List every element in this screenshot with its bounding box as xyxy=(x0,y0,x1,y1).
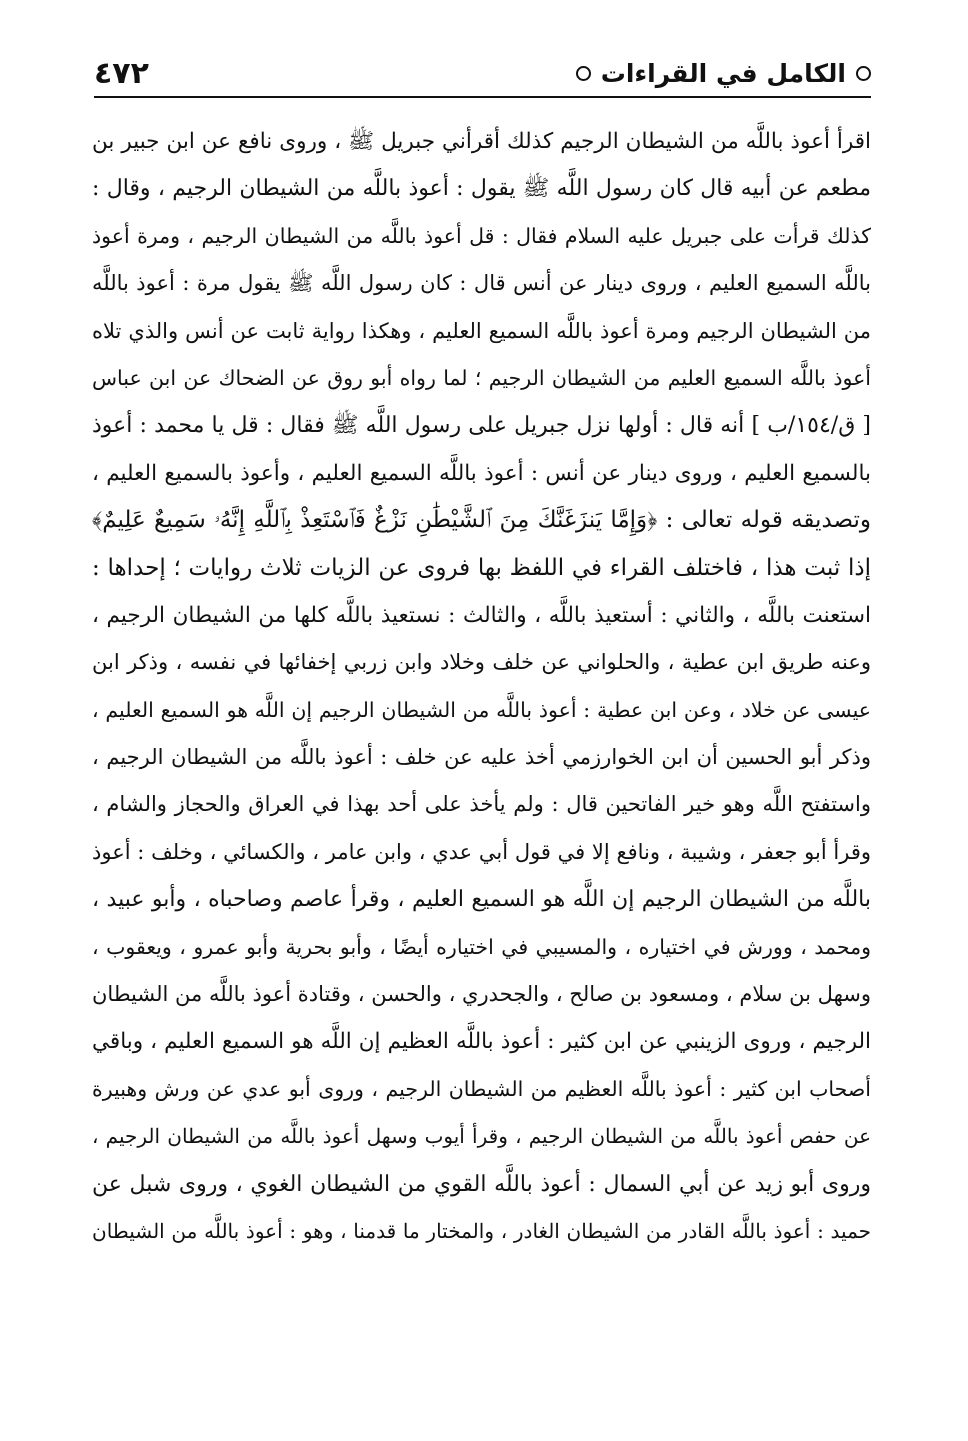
text-line: أعوذ باللَّه السميع العليم من الشيطان الرجيم ؛ لما رواه أبو روق عن الضحاك عن ابن عباس xyxy=(92,365,871,390)
text-line: وسهل بن سلام ، ومسعود بن صالح ، والجحدري ، والحسن ، وقتادة أعوذ باللَّه من الشيطان xyxy=(92,982,871,1007)
text-line: وذكر أبو الحسين أن ابن الخوارزمي أخذ عليه عن خلف : أعوذ باللَّه من الشيطان الرجيم ، xyxy=(92,745,871,770)
text-line: باللَّه من الشيطان الرجيم إن اللَّه هو السميع العليم ، وقرأ عاصم وصاحباه ، وأبو عبيد ، xyxy=(92,887,871,913)
body-text xyxy=(92,118,871,1255)
text-line: مطعم عن أبيه قال كان رسول اللَّه ﷺ يقول : أعوذ باللَّه من الشيطان الرجيم ، وقال : xyxy=(92,176,871,202)
book-title xyxy=(574,59,871,88)
text-line: أصحاب ابن كثير : أعوذ باللَّه العظيم من الشيطان الرجيم ، وروى أبو عدي عن ورش وهبيرة xyxy=(92,1076,871,1101)
page-number: ٤٧٢ xyxy=(94,55,149,91)
quran-verse-line: وتصديقه قوله تعالى : ﴿وَإِمَّا يَنزَغَنَّكَ مِنَ ٱلشَّيْطَٰنِ نَزْغٌ فَٱسْتَعِذْ بِٱللَّهِ إِنَّهُۥ سَمِيعٌ عَلِيمٌ﴾ xyxy=(92,507,871,534)
text-line: وعنه طريق ابن عطية ، والحلواني عن خلف وخلاد وابن زربي إخفائها في نفسه ، وذكر ابن xyxy=(92,650,871,675)
text-line: بالسميع العليم ، وروى دينار عن أنس : أعوذ باللَّه السميع العليم ، وأعوذ بالسميع العليم ، xyxy=(92,460,871,486)
text-line: الرجيم ، وروى الزينبي عن ابن كثير : أعوذ باللَّه العظيم إن اللَّه هو السميع العليم ، وباقي xyxy=(92,1029,871,1055)
circle-ornament-icon xyxy=(856,66,871,81)
text-line: ومحمد ، وورش في اختياره ، والمسيبي في اختياره أيضًا ، وأبو بحرية وأبو عمرو ، ويعقوب ، xyxy=(92,934,871,959)
text-line: عن حفص أعوذ باللَّه من الشيطان الرجيم ، وقرأ أيوب وسهل أعوذ باللَّه من الشيطان الرجيم ، xyxy=(92,1124,871,1149)
circle-ornament-icon xyxy=(576,66,591,81)
text-line: كذلك قرأت على جبريل عليه السلام فقال : قل أعوذ باللَّه من الشيطان الرجيم ، ومرة أعوذ xyxy=(92,223,871,248)
text-line: حميد : أعوذ باللَّه القادر من الشيطان الغادر ، والمختار ما قدمنا ، وهو : أعوذ باللَّه من الشيطان xyxy=(92,1218,871,1243)
text-line: وقرأ أبو جعفر ، وشيبة ، ونافع إلا في قول أبي عدي ، وابن عامر ، والكسائي ، وخلف : أعوذ xyxy=(92,839,871,864)
text-line: واستفتح اللَّه وهو خير الفاتحين قال : ولم يأخذ على أحد بهذا في العراق والحجاز والشام ، xyxy=(92,792,871,817)
text-line: عيسى عن خلاد ، وعن ابن عطية : أعوذ باللَّه من الشيطان الرجيم إن اللَّه هو السميع العليم ، xyxy=(92,697,871,722)
running-header xyxy=(94,50,871,98)
text-line: [ ق/١٥٤/ب ] أنه قال : أولها نزل جبريل على رسول اللَّه ﷺ فقال : قل يا محمد : أعوذ xyxy=(92,413,871,439)
text-line: وروى أبو زيد عن أبي السمال : أعوذ باللَّه القوي من الشيطان الغوي ، وروى شبل عن xyxy=(92,1171,871,1197)
text-line: باللَّه السميع العليم ، وروى دينار عن أنس قال : كان رسول اللَّه ﷺ يقول مرة : أعوذ باللَّه xyxy=(92,271,871,296)
text-line: استعنت باللَّه ، والثاني : أستعيذ باللَّه ، والثالث : نستعيذ باللَّه كلها من الشيطان الرجيم ، xyxy=(92,602,871,628)
text-line: إذا ثبت هذا ، فاختلف القراء في اللفظ بها فروى عن الزيات ثلاث روايات ؛ إحداها : xyxy=(92,554,871,581)
book-title-text: الكامل في القراءات xyxy=(600,58,846,88)
text-line: من الشيطان الرجيم ومرة أعوذ باللَّه السميع العليم ، وهكذا رواية ثابت عن أنس والذي تلاه xyxy=(92,318,871,343)
text-line: اقرأ أعوذ باللَّه من الشيطان الرجيم كذلك أقرأني جبريل ﷺ ، وروى نافع عن ابن جبير بن xyxy=(92,129,871,154)
